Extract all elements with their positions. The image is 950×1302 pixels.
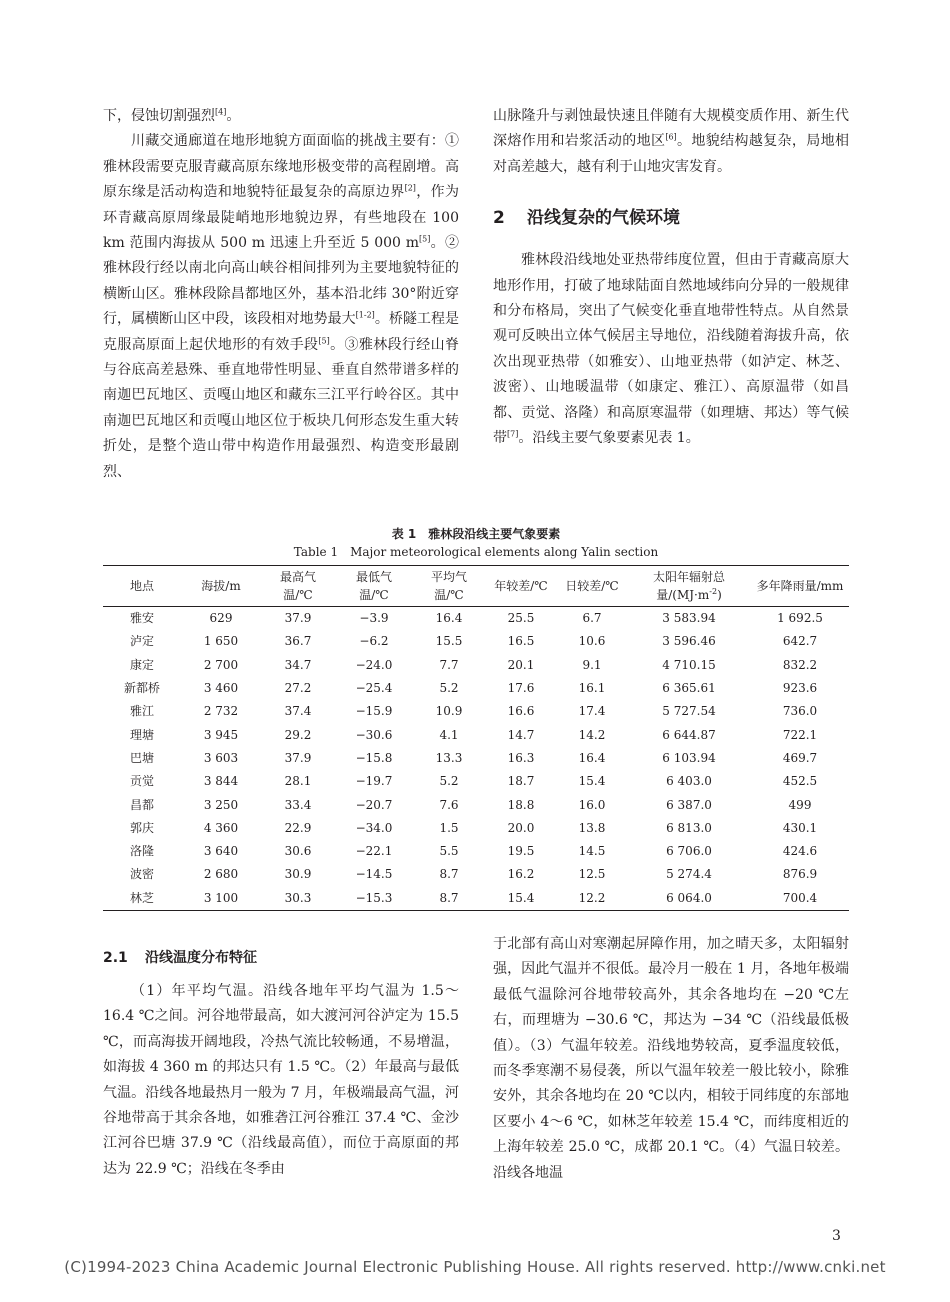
cell-avg-temp: 5.2 [439,681,459,696]
cell-min-temp: −30.6 [355,727,393,742]
cell-daily-range: 16.0 [578,797,606,812]
left-column-top [103,104,459,485]
right-column-top [493,104,849,451]
cell-daily-range: 9.1 [582,657,602,672]
cell-place: 昌都 [129,797,154,812]
table-body [103,607,849,911]
cell-place: 林芝 [129,890,154,905]
meteorological-table [103,565,849,911]
header-place: 地点 [129,579,154,593]
cell-solar-radiation: 6 403.0 [666,774,712,789]
table-header-row [103,566,849,607]
cell-min-temp: −15.9 [355,704,393,719]
cell-daily-range: 12.5 [578,867,606,882]
cell-avg-temp: 13.3 [435,750,463,765]
citation-ref[interactable]: [5] [318,336,330,345]
cell-rainfall: 469.7 [782,750,818,765]
cell-place: 理塘 [129,727,154,742]
cell-min-temp: −6.2 [359,634,389,649]
cell-max-temp: 30.9 [284,867,312,882]
cell-avg-temp: 4.1 [439,727,459,742]
table-row [103,863,849,886]
section-number: 2 [493,208,505,229]
paragraph-continuation: 下，侵蚀切割强烈[4]。 [103,107,241,124]
citation-ref[interactable]: [5] [419,234,431,244]
cell-min-temp: −15.3 [355,890,393,905]
table-row [103,654,849,677]
cell-rainfall: 700.4 [782,890,818,905]
table-row [103,630,849,653]
table-row [103,887,849,911]
cell-solar-radiation: 6 103.94 [662,750,716,765]
cell-altitude: 2 680 [203,867,239,882]
citation-ref[interactable]: [1-2] [355,310,375,320]
cell-annual-range: 16.5 [507,634,535,649]
cell-min-temp: −22.1 [355,844,393,859]
cell-solar-radiation: 5 727.54 [662,704,716,719]
page-number: 3 [832,1228,841,1244]
cell-avg-temp: 8.7 [439,890,459,905]
cell-min-temp: −25.4 [355,681,393,696]
cell-altitude: 2 700 [203,657,239,672]
cell-max-temp: 28.1 [284,774,312,789]
header-solar-radiation: 太阳年辐射总 量$/(MJ\cdot m^{-2})$ [652,570,725,602]
cell-min-temp: −15.8 [355,750,393,765]
cell-altitude: 2 732 [203,704,239,719]
footer-copyright: (C)1994-2023 China Academic Journal Electronic Publishing House. All rights reserved. http://www.cnki.net [64,1258,886,1276]
cell-rainfall: 452.5 [782,774,818,789]
cell-daily-range: 16.4 [578,750,606,765]
left-column-bottom [103,946,459,1182]
cell-place: 波密 [129,867,154,882]
cell-solar-radiation: 6 365.61 [662,681,716,696]
paragraph-climate: 雅林段沿线地处亚热带纬度位置，但由于青藏高原大地形作用，打破了地球陆面自然地域纬向分异的一般规律和分布格局，突出了气候变化垂直地带性特点。从自然景观可反映出立体气候居主导地位，沿线随着海拔升高，依次出现亚热带（如雅安）、山地亚热带（如泸定、林芝、波密）、山地暖温带（如康定、雅江）、高原温带（如昌都、贡觉、洛隆）和高原寒温带（如理塘、邦达）等气候带[7]。沿线主要气象要素见表 1。 [493,252,849,447]
header-rainfall: 多年降雨量/mm [756,579,844,593]
cell-annual-range: 16.2 [507,867,535,882]
cell-altitude: 3 844 [203,774,239,789]
table-block [103,525,849,911]
cell-daily-range: 10.6 [578,634,606,649]
cell-altitude: 3 945 [203,727,239,742]
cell-place: 雅安 [129,611,154,626]
cell-altitude: 3 250 [203,797,239,812]
table-row [103,677,849,700]
cell-rainfall: 923.6 [782,681,818,696]
cell-max-temp: 37.9 [284,750,312,765]
cell-daily-range: 12.2 [578,890,606,905]
cell-altitude: 4 360 [203,820,239,835]
cell-min-temp: −19.7 [355,774,393,789]
cell-annual-range: 14.7 [507,727,535,742]
table-row [103,723,849,746]
paragraph-temperature: （1）年平均气温。沿线各地年平均气温为 1.5～16.4 ℃之间。河谷地带最高，如大渡河河谷泸定为 15.5 ℃，而高海拔开阔地段，冷热气流比较畅通，不易增温，如海拔 4 360 m 的邦达只有 1.5 ℃。（2）年最高与最低气温。沿线各地最热月一般为 7 月，年极端最高气温，河谷地带高于其余各地，如雅砻江河谷雅江 37.4 ℃、金沙江河谷巴塘 37.9 ℃（沿线最高值），而位于高原面的邦达为 22.9 ℃；沿线在冬季由 [103,983,459,1177]
cell-rainfall: 1 692.5 [777,611,823,626]
cell-place: 新都桥 [123,681,160,696]
cell-daily-range: 14.2 [578,727,606,742]
cell-annual-range: 25.5 [507,611,535,626]
cell-solar-radiation: 6 387.0 [666,797,712,812]
citation-ref[interactable]: [2] [404,183,416,193]
cell-rainfall: 736.0 [782,704,818,719]
cell-daily-range: 14.5 [578,844,606,859]
cell-solar-radiation: 3 596.46 [662,634,716,649]
header-max-temp: 最高气 温/℃ [279,570,316,602]
cell-rainfall: 832.2 [782,657,818,672]
cell-daily-range: 17.4 [578,704,606,719]
cell-annual-range: 16.6 [507,704,535,719]
cell-min-temp: −3.9 [359,611,389,626]
cell-solar-radiation: 4 710.15 [662,657,716,672]
cell-avg-temp: 8.7 [439,867,459,882]
cell-avg-temp: 5.5 [439,844,459,859]
cell-altitude: 3 640 [203,844,239,859]
cell-avg-temp: 7.7 [439,657,459,672]
cell-max-temp: 22.9 [284,820,312,835]
subsection-number: 2.1 [103,950,128,966]
cell-altitude: 3 460 [203,681,239,696]
cell-altitude: 629 [209,611,233,626]
cell-min-temp: −14.5 [355,867,393,882]
cell-annual-range: 17.6 [507,681,535,696]
cell-place: 巴塘 [129,750,154,765]
section-title: 沿线复杂的气候环境 [527,208,680,229]
paragraph-challenges: 川藏交通廊道在地形地貌方面面临的挑战主要有：①雅林段需要克服青藏高原东缘地形极变带的高程剧增。高原东缘是活动构造和地貌特征最复杂的高原边界[2]，作为环青藏高原周缘最陡峭地形地貌边界，有些地段在 100 km 范围内海拔从 500 m 迅速上升至近 5 000 m[5]。②雅林段行经以南北向高山峡谷相间排列为主要地貌特征的横断山区。雅林段除昌都地区外，基本沿北纬 30°附近穿行，属横断山区中段，该段相对地势最大[1-2]。桥隧工程是克服高原面上起伏地形的有效手段[5]。③雅林段行经山脊与谷底高差悬殊、垂直地带性明显、垂直自然带谱多样的南迦巴瓦地区、贡嘎山地区和藏东三江平行岭谷区。其中南迦巴瓦地区和贡嘎山地区位于板块几何形态发生重大转折处，是整个造山带中构造作用最强烈、构造变形最剧烈、 [103,133,460,480]
section-heading [493,206,849,230]
cell-rainfall: 642.7 [782,634,818,649]
cell-rainfall: 499 [788,797,812,812]
cell-annual-range: 19.5 [507,844,535,859]
cell-max-temp: 37.4 [284,704,312,719]
cell-altitude: 1 650 [203,634,239,649]
table-row [103,840,849,863]
cell-annual-range: 20.0 [507,820,535,835]
cell-avg-temp: 16.4 [435,611,463,626]
right-column-bottom [493,932,849,1186]
table-row [103,770,849,793]
table-row [103,700,849,723]
cell-max-temp: 30.3 [284,890,312,905]
cell-annual-range: 20.1 [507,657,535,672]
cell-max-temp: 34.7 [284,657,312,672]
cell-rainfall: 430.1 [782,820,818,835]
cell-solar-radiation: 6 813.0 [666,820,712,835]
cell-daily-range: 15.4 [578,774,606,789]
citation-ref[interactable]: [7] [507,429,519,439]
header-altitude: 海拔/m [201,579,241,593]
paragraph-continuation: 山脉隆升与剥蚀最快速且伴随有大规模变质作用、新生代深熔作用和岩浆活动的地区[6]。地貌结构越复杂，局地相对高差越大，越有利于山地灾害发育。 [493,108,849,175]
subsection-heading [103,946,459,971]
cell-annual-range: 18.7 [507,774,535,789]
cell-max-temp: 29.2 [284,727,312,742]
subsection-title: 沿线温度分布特征 [145,950,257,966]
cell-place: 贡觉 [129,774,154,789]
cell-solar-radiation: 6 644.87 [662,727,716,742]
cell-max-temp: 30.6 [284,844,312,859]
cell-daily-range: 6.7 [582,611,602,626]
cell-place: 康定 [129,657,154,672]
cell-min-temp: −24.0 [355,657,393,672]
header-min-temp: 最低气 温/℃ [355,570,392,602]
cell-max-temp: 37.9 [284,611,312,626]
cell-place: 泸定 [129,634,154,649]
table-row [103,607,849,631]
cell-annual-range: 15.4 [507,890,535,905]
cell-min-temp: −20.7 [355,797,393,812]
header-annual-range: 年较差/℃ [494,579,548,593]
cell-max-temp: 33.4 [284,797,312,812]
header-avg-temp: 平均气 温/℃ [430,570,467,602]
cell-avg-temp: 5.2 [439,774,459,789]
cell-place: 雅江 [129,704,154,719]
cell-rainfall: 722.1 [782,727,818,742]
table-caption-en: Table 1 Major meteorological elements along Yalin section [293,545,659,559]
cell-annual-range: 16.3 [507,750,535,765]
citation-ref[interactable]: [4] [215,107,227,117]
table-row [103,747,849,770]
cell-annual-range: 18.8 [507,797,535,812]
cell-solar-radiation: 6 706.0 [666,844,712,859]
cell-solar-radiation: 3 583.94 [662,611,716,626]
cell-avg-temp: 15.5 [435,634,463,649]
cell-place: 郭庆 [129,820,154,835]
cell-max-temp: 36.7 [284,634,312,649]
cell-max-temp: 27.2 [284,681,312,696]
cell-solar-radiation: 5 274.4 [666,867,712,882]
cell-min-temp: −34.0 [355,820,393,835]
cell-avg-temp: 10.9 [435,704,463,719]
cell-altitude: 3 603 [203,750,239,765]
table-row [103,817,849,840]
cell-place: 洛隆 [129,844,154,859]
paragraph-temperature-cont: 于北部有高山对寒潮起屏障作用，加之晴天多，太阳辐射强，因此气温并不很低。最冷月一般在 1 月，各地年极端最低气温除河谷地带较高外，其余各地均在 −20 ℃左右，而理塘为 −30.6 ℃，邦达为 −34 ℃（沿线最低极值）。（3）气温年较差。沿线地势较高，夏季温度较低，而冬季寒潮不易侵袭，所以气温年较差一般比较小，除雅安外，其余各地均在 20 ℃以内，相较于同纬度的东部地区要小 4～6 ℃，如林芝年较差 15.4 ℃，而纬度相近的上海年较差 25.0 ℃，成都 20.1 ℃。（4）气温日较差。沿线各地温 [493,936,849,1181]
cell-rainfall: 876.9 [782,867,818,882]
header-daily-range: 日较差/℃ [565,579,619,593]
cell-avg-temp: 1.5 [439,820,459,835]
cell-altitude: 3 100 [203,890,239,905]
cell-rainfall: 424.6 [782,844,818,859]
cell-avg-temp: 7.6 [439,797,459,812]
citation-ref[interactable]: [6] [665,132,677,142]
cell-solar-radiation: 6 064.0 [666,890,712,905]
cell-daily-range: 16.1 [578,681,606,696]
table-caption-cn: 表 1 雅林段沿线主要气象要素 [391,527,561,541]
cell-daily-range: 13.8 [578,820,606,835]
table-row [103,793,849,816]
